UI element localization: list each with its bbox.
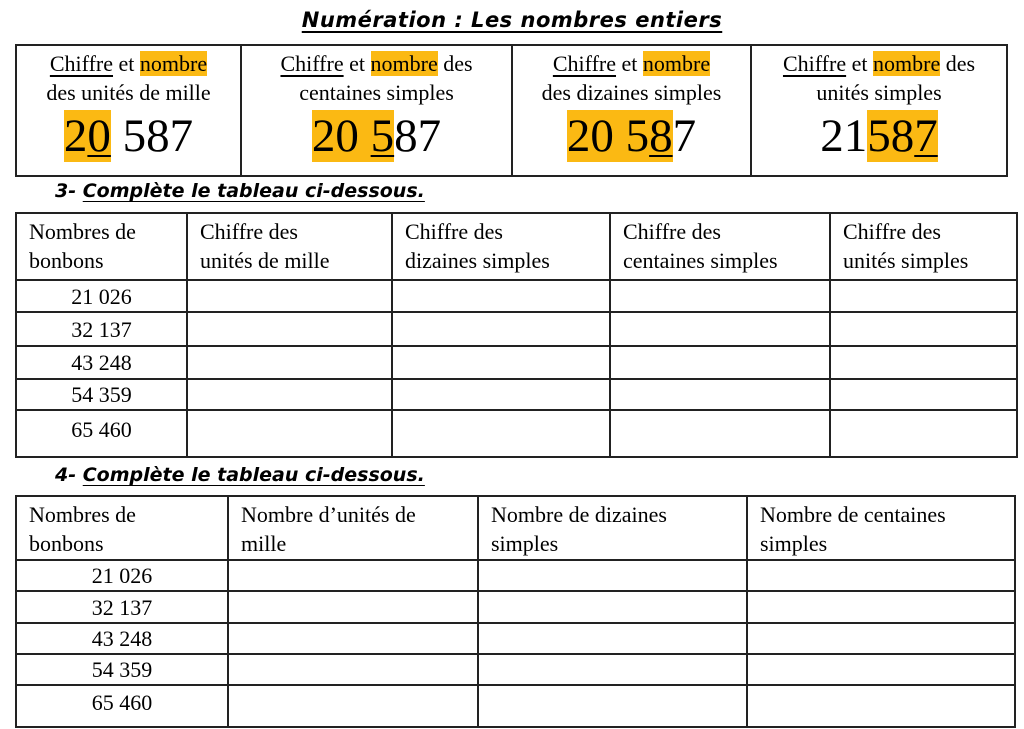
col-header: Nombre de centaines simples [747,496,1015,560]
answer-cell[interactable] [610,280,830,312]
number-cell: 21 026 [16,560,228,591]
number-cell: 54 359 [16,654,228,685]
answer-cell[interactable] [392,280,610,312]
answer-cell[interactable] [610,410,830,457]
table-row [16,685,1015,727]
answer-cell[interactable] [228,591,478,623]
table-row [16,312,1017,346]
number-cell: 43 248 [16,623,228,654]
answer-cell[interactable] [228,623,478,654]
answer-cell[interactable] [228,654,478,685]
page-title: Numération : Les nombres entiers [301,8,723,32]
answer-cell[interactable] [392,346,610,379]
answer-cell[interactable] [747,654,1015,685]
answer-cell[interactable] [187,410,392,457]
answer-cell[interactable] [830,410,1017,457]
answer-cell[interactable] [478,685,747,727]
answer-cell[interactable] [747,623,1015,654]
section3-heading: 3- Complète le tableau ci-dessous. [55,180,425,202]
answer-cell[interactable] [610,346,830,379]
number-cell: 54 359 [16,379,187,410]
table-row [16,410,1017,457]
table-row [16,623,1015,654]
box-tens: Chiffre et nombre des dizaines simples 20 587 [512,45,751,176]
col-header: Chiffre des unités simples [830,213,1017,280]
example-number: 20 587 [311,110,442,162]
box-hundreds: Chiffre et nombre des centaines simples 20 587 [241,45,512,176]
number-cell: 32 137 [16,591,228,623]
col-header: Nombres de bonbons [16,496,228,560]
section4-heading: 4- Complète le tableau ci-dessous. [55,464,425,486]
col-header: Nombres de bonbons [16,213,187,280]
answer-cell[interactable] [830,379,1017,410]
example-number: 20 587 [566,110,697,162]
number-cell: 32 137 [16,312,187,346]
answer-cell[interactable] [478,591,747,623]
table-numbers [15,495,1016,728]
col-header: Chiffre des unités de mille [187,213,392,280]
number-cell: 65 460 [16,410,187,457]
answer-cell[interactable] [392,379,610,410]
box-thousands: Chiffre et nombre des unités de mille 20 587 [16,45,241,176]
answer-cell[interactable] [610,379,830,410]
table-row [16,654,1015,685]
col-header: Nombre de dizaines simples [478,496,747,560]
answer-cell[interactable] [830,346,1017,379]
answer-cell[interactable] [187,312,392,346]
answer-cell[interactable] [610,312,830,346]
table-header-row [16,496,1015,560]
table-digits [15,212,1018,458]
answer-cell[interactable] [392,312,610,346]
answer-cell[interactable] [228,685,478,727]
answer-cell[interactable] [747,560,1015,591]
example-number: 20 587 [63,110,194,162]
table-row [16,379,1017,410]
answer-cell[interactable] [478,560,747,591]
place-value-examples [15,44,1008,177]
answer-cell[interactable] [187,379,392,410]
answer-cell[interactable] [187,280,392,312]
col-header: Chiffre des dizaines simples [392,213,610,280]
table-row [16,560,1015,591]
example-number: 21587 [820,110,938,162]
table-row [16,280,1017,312]
answer-cell[interactable] [392,410,610,457]
number-cell: 65 460 [16,685,228,727]
number-cell: 43 248 [16,346,187,379]
answer-cell[interactable] [478,623,747,654]
answer-cell[interactable] [478,654,747,685]
number-cell: 21 026 [16,280,187,312]
answer-cell[interactable] [830,280,1017,312]
col-header: Nombre d’unités de mille [228,496,478,560]
box-units: Chiffre et nombre des unités simples 21587 [751,45,1007,176]
table-row [16,346,1017,379]
table-row [16,591,1015,623]
answer-cell[interactable] [747,591,1015,623]
answer-cell[interactable] [187,346,392,379]
table-header-row [16,213,1017,280]
answer-cell[interactable] [830,312,1017,346]
answer-cell[interactable] [747,685,1015,727]
col-header: Chiffre des centaines simples [610,213,830,280]
answer-cell[interactable] [228,560,478,591]
